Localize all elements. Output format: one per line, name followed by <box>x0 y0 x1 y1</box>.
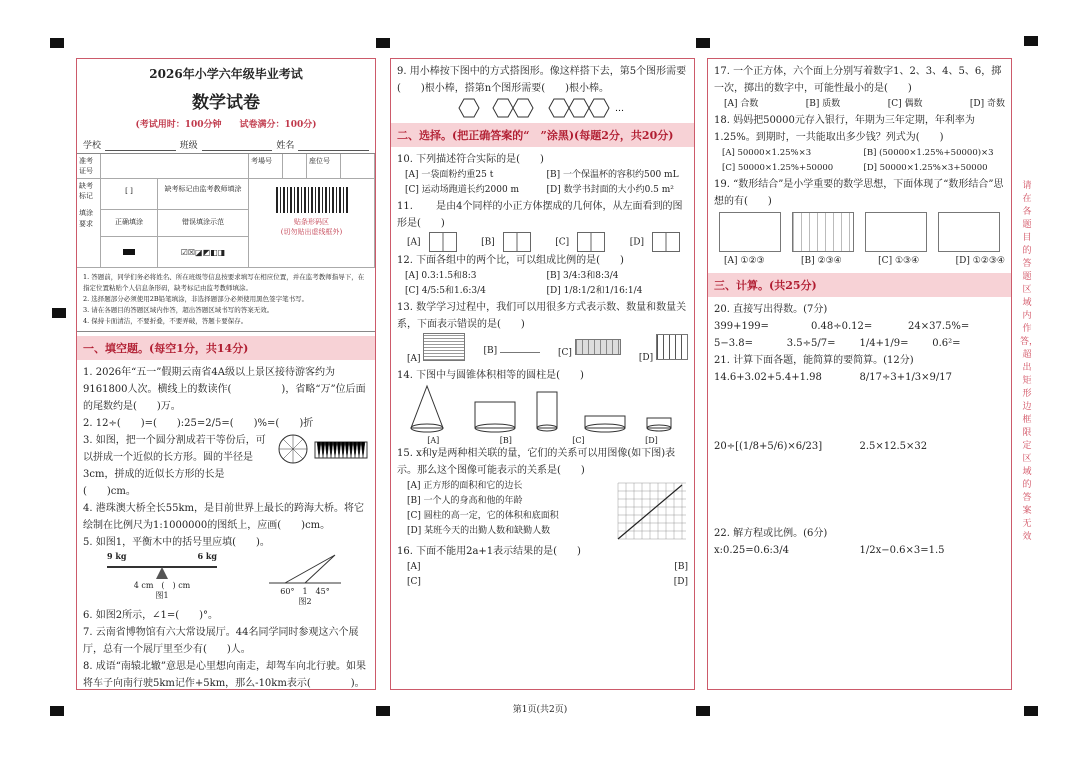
correct-fill-label: 正确填涂 <box>101 210 158 236</box>
q18-option-c[interactable]: [C] 50000×1.25%+50000 <box>722 163 834 173</box>
q19-option-a[interactable]: [A] ①②③ <box>724 256 765 266</box>
equation-item: 1/2x−0.6×3=1.5 <box>859 545 945 556</box>
wrong-marks-icon: ☑☒◪◩◧◨ <box>180 247 226 257</box>
calc-item: 0.6²= <box>932 338 961 349</box>
kaochang-field[interactable] <box>283 154 307 178</box>
fig1-right-weight: 6 kg <box>197 551 217 561</box>
fig2-angle-b: 45° <box>315 587 330 596</box>
q14-option-b[interactable]: [B] <box>499 436 512 445</box>
page-footer: 第1页(共2页) <box>512 705 568 715</box>
question-5: 5. 如图1，平衡木中的括号里应填( )。 <box>83 537 270 548</box>
answer-space[interactable] <box>708 386 1011 438</box>
section-1-title: 一、填空题。(每空1分，共14分) <box>77 336 375 360</box>
fig1-caption: 图1 <box>155 591 169 600</box>
exam-title: 2026年小学六年级毕业考试 <box>149 67 303 81</box>
name-label: 姓名 <box>276 141 295 151</box>
fig2-angle-a: 60° <box>280 587 295 596</box>
question-4: 4. 港珠澳大桥全长55km，是目前世界上最长的跨海大桥。将它绘制在比例尺为1:1000000的图纸上，应画( )cm。 <box>83 503 364 531</box>
q10-option-a[interactable]: [A] 一袋面粉约重25 t <box>405 170 494 180</box>
q13-option-c[interactable]: [C] <box>558 339 621 361</box>
q18-option-d[interactable]: [D] 50000×1.25%×3+50000 <box>863 163 988 173</box>
q11-option-b[interactable]: [B] <box>481 232 539 252</box>
header-grid <box>77 153 375 268</box>
calc-item: 0.48÷0.12= <box>811 321 873 332</box>
q16-option-d[interactable]: [D] <box>673 577 688 587</box>
question-19: 19. “数形结合”是小学重要的数学思想，下面体现了“数形结合”思想的有( ) <box>714 179 1004 207</box>
calc-item: 3.5÷5/7= <box>786 338 836 349</box>
side-mark <box>52 308 66 318</box>
fig1-arm-right: ( ) cm <box>161 581 191 590</box>
fig1-left-weight: 9 kg <box>107 551 127 561</box>
quekao-label: 缺考标记 <box>77 179 101 267</box>
question-15: 15. x和y是两种相关联的量，它们的关系可以用图像(如下图)表示。那么这个图像可能表示的关系是( ) <box>397 448 676 476</box>
question-3: 3. 如图，把一个圆分割成若干等份后，可以拼成一个近似的长方形。圆的半径是3cm，拼成的近似长方形的长是( )cm。 <box>83 435 266 497</box>
quekao-box[interactable]: [ ] <box>101 179 158 209</box>
question-6: 6. 如图2所示，∠1=( )°。 <box>83 610 219 621</box>
question-7: 7. 云南省博物馆有六大常设展厅。44名同学同时参观这六个展厅，总有一个展厅里至少有( )人。 <box>83 627 359 655</box>
q17-option-a[interactable]: [A] 合数 <box>724 99 759 109</box>
svg-text:…: … <box>614 104 624 114</box>
question-16: 16. 下面不能用2a+1表示结果的是( ) <box>397 546 581 557</box>
tianjie-label: 填涂要求 <box>79 209 93 228</box>
figure-2 <box>265 551 345 607</box>
fig2-caption: 图2 <box>298 597 312 606</box>
q15-option-a[interactable]: [A] 正方形的面积和它的边长 <box>407 481 523 491</box>
q15-option-b[interactable]: [B] 一个人的身高和他的年龄 <box>407 496 523 506</box>
answer-space[interactable] <box>708 455 1011 525</box>
q14-option-a[interactable]: [A] <box>427 436 440 445</box>
q12-option-c[interactable]: [C] 4/5:5和1.6:3/4 <box>405 286 486 296</box>
question-12: 12. 下面各组中的两个比，可以组成比例的是( ) <box>397 255 624 266</box>
q17-option-d[interactable]: [D] 奇数 <box>969 99 1005 109</box>
q18-option-b[interactable]: [B] (50000×1.25%+50000)×3 <box>863 148 994 158</box>
q14-figures <box>391 384 694 445</box>
q12-option-a[interactable]: [A] 0.3:1.5和8:3 <box>405 271 477 281</box>
q10-option-d[interactable]: [D] 数学书封面的大小约0.5 m² <box>546 185 674 195</box>
barcode-note: (切勿贴出虚线框外) <box>280 228 343 236</box>
q12-option-b[interactable]: [B] 3/4:3和8:3/4 <box>546 271 619 281</box>
q15-graph <box>610 479 694 543</box>
question-8: 8. 成语“南辕北辙”意思是心里想向南走，却驾车向北行驶。如果将车子向南行驶5km记作+5km，那么-10km表示( )。 <box>83 661 366 689</box>
calc-item: 24×37.5%= <box>908 321 970 332</box>
note-item: 1. 答题前，同学们务必将姓名、所在班级等信息按要求填写在相应位置，并在监考教师指导下，在指定位置粘贴个人信息条形码，缺考标记由监考教师填涂。 <box>83 273 365 292</box>
question-13: 13. 数学学习过程中，我们可以用很多方式表示数、数量和数量关系，下面表示错误的是( ) <box>397 302 687 330</box>
question-17: 17. 一个正方体，六个面上分别写着数字1、2、3、4、5、6，掷一次，掷出的数字中，可能性最小的是( ) <box>714 66 1002 94</box>
school-field[interactable] <box>105 138 176 151</box>
question-9: 9. 用小棒按下图中的方式搭图形。像这样搭下去，第5个图形需要( )根小棒，搭第n个图形需要( )根小棒。 <box>397 66 687 94</box>
q17-option-b[interactable]: [B] 质数 <box>805 99 841 109</box>
question-22: 22. 解方程或比例。(6分) <box>714 528 828 539</box>
q14-option-c[interactable]: [C] <box>572 436 585 445</box>
fig2-angle-1: 1 <box>302 587 308 596</box>
question-18: 18. 妈妈把50000元存入银行，年期为三年定期，年利率为1.25%。到期时，一共能取出多少钱？列式为( ) <box>714 115 975 143</box>
q15-option-c[interactable]: [C] 圆柱的高一定，它的体积和底面积 <box>407 511 559 521</box>
calc-item: 399+199= <box>714 321 769 332</box>
equation-item: x:0.25=0.6:3/4 <box>714 545 790 556</box>
zhunkao-field[interactable] <box>101 154 249 178</box>
section-2-title: 二、选择。(把正确答案的“ ”涂黑)(每题2分，共20分) <box>391 123 694 147</box>
school-label: 学校 <box>83 141 102 151</box>
note-item: 3. 请在各题目的答题区域内作答，超出答题区域书写的答案无效。 <box>83 306 274 314</box>
barcode-label: 贴条形码区 <box>294 218 329 226</box>
hexagon-figures <box>391 97 694 119</box>
exam-info: (考试用时：100分钟 试卷满分：100分) <box>135 120 317 130</box>
q13-option-d[interactable]: [D] <box>639 334 688 366</box>
note-item: 2. 选择题部分必须使用2B铅笔填涂，非选择题部分必须使用黑色签字笔书写。 <box>83 295 309 303</box>
q15-option-d[interactable]: [D] 某班今天的出勤人数和缺勤人数 <box>407 526 551 536</box>
q16-option-a[interactable]: [A] <box>407 562 421 572</box>
q19-option-c[interactable]: [C] ①③④ <box>878 256 920 266</box>
question-2: 2. 12÷( )=( ):25=2/5=( )%=( )折 <box>83 418 314 429</box>
filled-mark-icon <box>123 249 135 255</box>
figure-1 <box>107 551 217 607</box>
question-20: 20. 直接写出得数。(7分) <box>714 304 828 315</box>
q16-option-c[interactable]: [C] <box>407 577 421 587</box>
q11-option-c[interactable]: [C] <box>555 232 613 252</box>
calc-item: 8/17÷3+1/3×9/17 <box>859 372 953 383</box>
class-label: 班级 <box>179 141 198 151</box>
side-note: 请在各题目的答题区域内作答，超出矩形边框限定区域的答案无效 <box>1020 181 1039 542</box>
q16-option-b[interactable]: [B] <box>674 562 688 572</box>
q17-option-c[interactable]: [C] 偶数 <box>887 99 923 109</box>
calc-item: 20÷[(1/8+5/6)×6/23] <box>714 441 823 452</box>
question-10: 10. 下列描述符合实际的是( ) <box>397 154 544 165</box>
column-3 <box>707 58 1012 690</box>
question-14: 14. 下图中与圆锥体积相等的圆柱是( ) <box>397 370 584 381</box>
q19-option-d[interactable]: [D] ①②③④ <box>955 256 1005 266</box>
q10-option-b[interactable]: [B] 一个保温杯的容积约500 mL <box>546 170 679 180</box>
q19-option-b[interactable]: [B] ②③④ <box>801 256 842 266</box>
zuowei-label: 座位号 <box>307 154 341 178</box>
barcode-icon <box>276 187 348 213</box>
fig1-arm-left: 4 cm <box>133 581 154 590</box>
note-item: 4. 保持卡面清洁，不要折叠，不要弄破，答题卡要保存。 <box>83 317 248 325</box>
zuowei-field[interactable] <box>341 154 375 178</box>
calc-item: 2.5×12.5×32 <box>859 441 928 452</box>
column-1 <box>76 58 376 690</box>
q18-option-a[interactable]: [A] 50000×1.25%×3 <box>722 148 812 158</box>
class-field[interactable] <box>202 138 273 151</box>
kaochang-label: 考場号 <box>249 154 283 178</box>
q13-option-a[interactable]: [A] <box>407 333 465 367</box>
question-1: 1. 2026年“五一”假期云南省4A级以上景区接待游客约为9161800人次。横线上的数读作( )，省略“万”位后面的尾数约是( )万。 <box>83 367 366 412</box>
corner-mark <box>50 38 64 48</box>
circle-figure <box>277 432 369 500</box>
section-3-title: 三、计算。(共25分) <box>708 273 1011 297</box>
column-2 <box>390 58 695 690</box>
notes <box>77 268 375 332</box>
quekao-note: 缺考标记由监考教师填涂 <box>164 185 242 193</box>
zhunkao-label: 准考证号 <box>77 154 101 178</box>
wrong-fill-label: 错误填涂示范 <box>182 218 224 226</box>
corner-mark <box>376 38 390 48</box>
corner-mark <box>696 38 710 48</box>
q11-option-a[interactable]: [A] <box>407 232 465 252</box>
q11-option-d[interactable]: [D] <box>630 232 688 252</box>
question-11: 11. 是由4个同样的小正方体摆成的几何体，从左面看到的图形是( ) <box>397 201 683 229</box>
exam-subject: 数学试卷 <box>192 93 260 113</box>
q19-figures <box>708 210 1011 254</box>
q10-option-c[interactable]: [C] 运动场跑道长约2000 m <box>405 185 520 195</box>
corner-mark <box>1024 36 1038 46</box>
calc-item: 5−3.8= <box>714 338 754 349</box>
question-21: 21. 计算下面各题，能简算的要简算。(12分) <box>714 355 914 366</box>
calc-item: 14.6+3.02+5.4+1.98 <box>714 372 822 383</box>
name-field[interactable] <box>298 138 369 151</box>
q12-option-d[interactable]: [D] 1/8:1/2和1/16:1/4 <box>546 286 643 296</box>
calc-item: 1/4+1/9= <box>859 338 909 349</box>
q14-option-d[interactable]: [D] <box>645 436 658 445</box>
q13-option-b[interactable]: [B] <box>483 342 540 359</box>
student-fields <box>83 138 369 151</box>
